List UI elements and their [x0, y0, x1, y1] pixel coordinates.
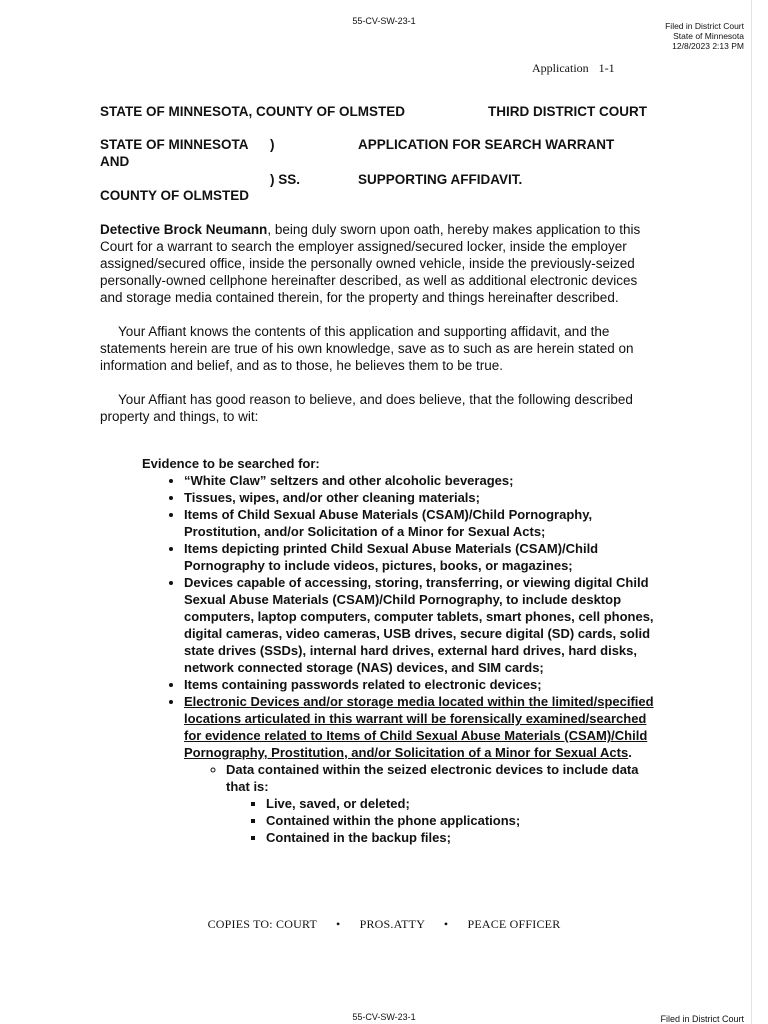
evidence-item: • Devices capable of accessing, storing, transferring, or viewing digital Child Sexual Abuse Materials (CSAM)/Child Pornography, to include desktop computers, laptop computers, computer tablets, smart phones, cell phones, digital cameras, video cameras, USB drives, secure digital (SD) cards, solid state drives (SSDs), internal hard drives, external hard drives, hard disks, network connected storage (NAS) devices, and SIM cards;: [184, 574, 664, 676]
court-county: STATE OF MINNESOTA, COUNTY OF OLMSTED: [100, 104, 405, 119]
copies-separator: •: [335, 917, 341, 931]
application-number: 1-1: [598, 61, 615, 75]
evidence-item: • Tissues, wipes, and/or other cleaning materials;: [184, 489, 664, 506]
filed-footer: Filed in District Court: [660, 1014, 744, 1024]
paragraph-knowledge: Your Affiant knows the contents of this application and supporting affidavit, and the statements herein are true of his own knowledge, save as to such as are herein stated on information and belief, and as to those, he believes them to be true.: [100, 324, 634, 373]
evidence-item: • “White Claw” seltzers and other alcoholic beverages;: [184, 472, 664, 489]
court-line: [100, 104, 660, 119]
evidence-item: • Items depicting printed Child Sexual Abuse Materials (CSAM)/Child Pornography to include videos, pictures, books, or magazines;: [184, 540, 664, 574]
copies-recipient: PEACE OFFICER: [467, 917, 561, 931]
application-label: [532, 61, 615, 76]
case-caption: [100, 137, 660, 207]
affidavit-body: [100, 221, 655, 442]
copies-recipient: COURT: [276, 917, 317, 931]
page-edge-line: [751, 0, 752, 1024]
caption-ss: ) SS.: [270, 172, 301, 187]
case-number-footer: 55-CV-SW-23-1: [352, 1012, 416, 1022]
evidence-item-forensic: [184, 693, 664, 846]
caption-and: AND: [100, 154, 130, 169]
filed-stamp-line: State of Minnesota: [673, 31, 744, 41]
evidence-subitem: [226, 761, 664, 846]
caption-paren: ): [270, 137, 275, 152]
forensic-exam-text: Electronic Devices and/or storage media located within the limited/specified locations articulated in this warrant will be forensically examined/searched for evidence related to Items of Child Sexual Abuse Materials (CSAM)/Child Pornography, Prostitution, and/or Solicitation of a Minor for Sexual Acts: [184, 694, 654, 760]
evidence-subsublist: [226, 795, 664, 846]
copies-label: COPIES TO:: [207, 917, 273, 931]
paragraph-application-text: , being duly sworn upon oath, hereby makes application to this Court for a warrant to search the employer assigned/secured locker, inside the employer assigned/secured office, inside the personally owned vehicle, inside the previously-seized personally-owned cellphone hereinafter described, as well as additional electronic devices and storage media contained therein, for the property and things hereinafter described.: [100, 222, 641, 305]
filed-stamp: [665, 21, 744, 51]
filed-stamp-line: Filed in District Court: [665, 21, 744, 31]
paragraph-belief: Your Affiant has good reason to believe, and does believe, that the following described property and things, to wit:: [100, 392, 633, 424]
case-number-header: 55-CV-SW-23-1: [352, 16, 416, 26]
application-label-text: Application: [532, 61, 589, 75]
caption-state: STATE OF MINNESOTA: [100, 137, 249, 152]
evidence-item: • Items of Child Sexual Abuse Materials (CSAM)/Child Pornography, Prostitution, and/or Solicitation of a Minor for Sexual Acts;: [184, 506, 664, 540]
paragraph-application: [100, 221, 655, 306]
evidence-section: [142, 455, 664, 846]
affiant-name: Detective Brock Neumann: [100, 222, 268, 237]
evidence-item: • Items containing passwords related to electronic devices;: [184, 676, 664, 693]
evidence-list: [142, 472, 664, 846]
evidence-subsubitem: ▪ Contained within the phone applications;: [266, 812, 664, 829]
copies-recipient: PROS.ATTY: [359, 917, 425, 931]
evidence-subitem-text: Data contained within the seized electronic devices to include data that is:: [226, 762, 639, 794]
evidence-subsubitem: ▪ Contained in the backup files;: [266, 829, 664, 846]
caption-title-2: SUPPORTING AFFIDAVIT.: [358, 172, 523, 187]
copies-to-line: [0, 917, 768, 932]
evidence-subsubitem: ▪ Live, saved, or deleted;: [266, 795, 664, 812]
evidence-heading: Evidence to be searched for:: [142, 456, 320, 471]
copies-separator: •: [443, 917, 449, 931]
evidence-sublist: [184, 761, 664, 846]
caption-county: COUNTY OF OLMSTED: [100, 188, 250, 203]
filed-stamp-line: 12/8/2023 2:13 PM: [672, 41, 744, 51]
court-district: THIRD DISTRICT COURT: [488, 104, 647, 119]
forensic-exam-period: .: [628, 745, 632, 760]
caption-title-1: APPLICATION FOR SEARCH WARRANT: [358, 137, 615, 152]
